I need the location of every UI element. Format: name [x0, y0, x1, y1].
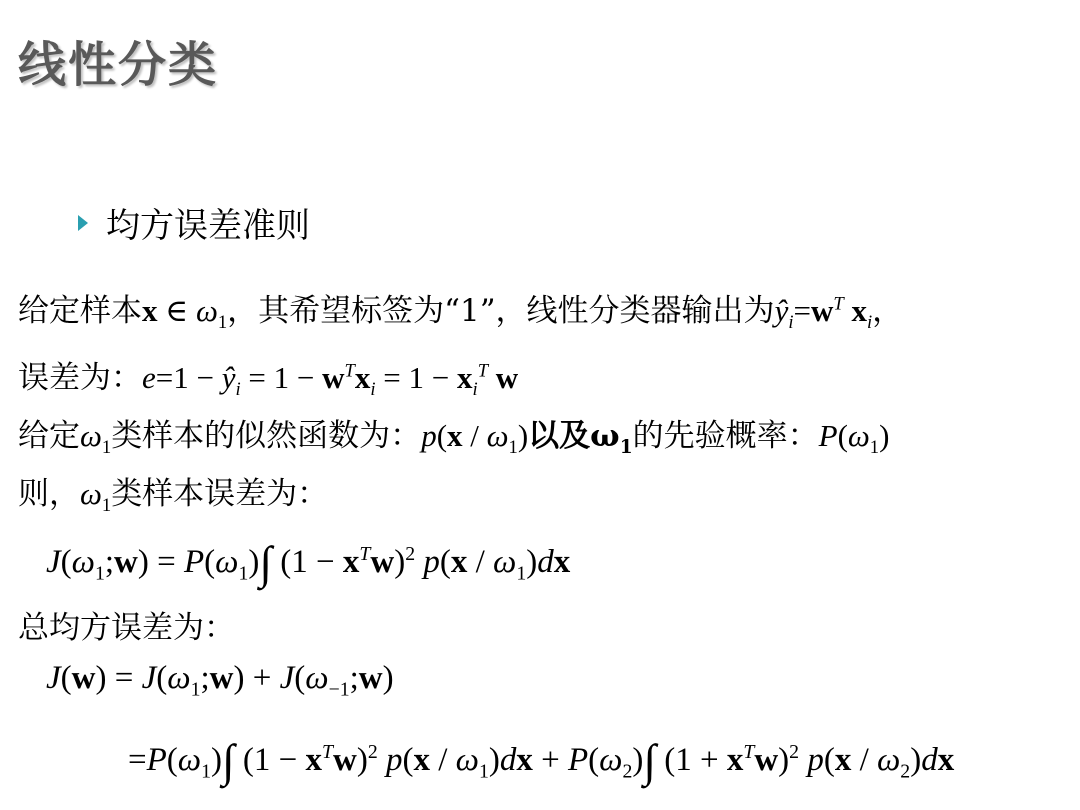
class-error-equation: $J(\omega_1;w) = P(\omega_1)\int$ $(1 - x^Tw)^2$ $p(x / \omega_1)dx$	[46, 537, 571, 588]
total-error-equation-1: $J(w) = J(\omega_1;w)$ + $J(\omega_{-1};w)$	[46, 660, 394, 701]
class-error-line: 则，$\omega_1$类样本误差为：	[18, 476, 329, 517]
line3-mid1: 类样本的似然函数为：	[111, 418, 422, 454]
math-omega1: $\omega_1$	[195, 293, 228, 334]
sample-definition-line: 给定样本x ∈ $\omega_1$，其希望标签为“1”，线性分类器输出为$ŷ_i=w^T$ $x_i$，	[18, 293, 904, 334]
bullet-item	[78, 198, 310, 247]
total-error-equation-2: $=P(\omega_1)\int$ $(1 - x^Tw)^2$ $p(x / \omega_1)dx + P(\omega_2)\int$ $(1 + x^Tw)^2$ $p(x / \omega_2)dx$	[128, 735, 955, 786]
math-x: x	[142, 293, 158, 328]
line3-prefix: 给定	[18, 418, 80, 454]
line1-sep: ，	[872, 293, 904, 329]
line4-suffix: 类样本误差为：	[111, 476, 329, 512]
error-line: 误差为：$e=1 - ŷ_i = 1 - w^Tx_i = 1 - x_i^T$ w	[18, 360, 519, 401]
likelihood-line: 给定$\omega_1$类样本的似然函数为：$p(x / \omega_1)$以及$\omega_1$的先验概率：$P(\omega_1)$	[18, 418, 890, 459]
line3-mid2: 以及$\omega_1$	[528, 418, 633, 459]
line2-prefix: 误差为：	[18, 360, 142, 396]
line1-mid: ，其希望标签为“1”，线性分类器输出为	[227, 293, 775, 329]
total-error-line: 总均方误差为：	[18, 610, 235, 646]
bullet-text: 均方误差准则	[106, 206, 310, 246]
line3-mid3: 的先验概率：	[632, 418, 819, 454]
triangle-bullet-icon	[78, 215, 88, 231]
math-yhat: $ŷ_i$	[774, 293, 794, 334]
page-title: 线性分类	[18, 37, 219, 93]
line4-prefix: 则，	[18, 476, 80, 512]
line1-prefix: 给定样本	[18, 293, 142, 329]
